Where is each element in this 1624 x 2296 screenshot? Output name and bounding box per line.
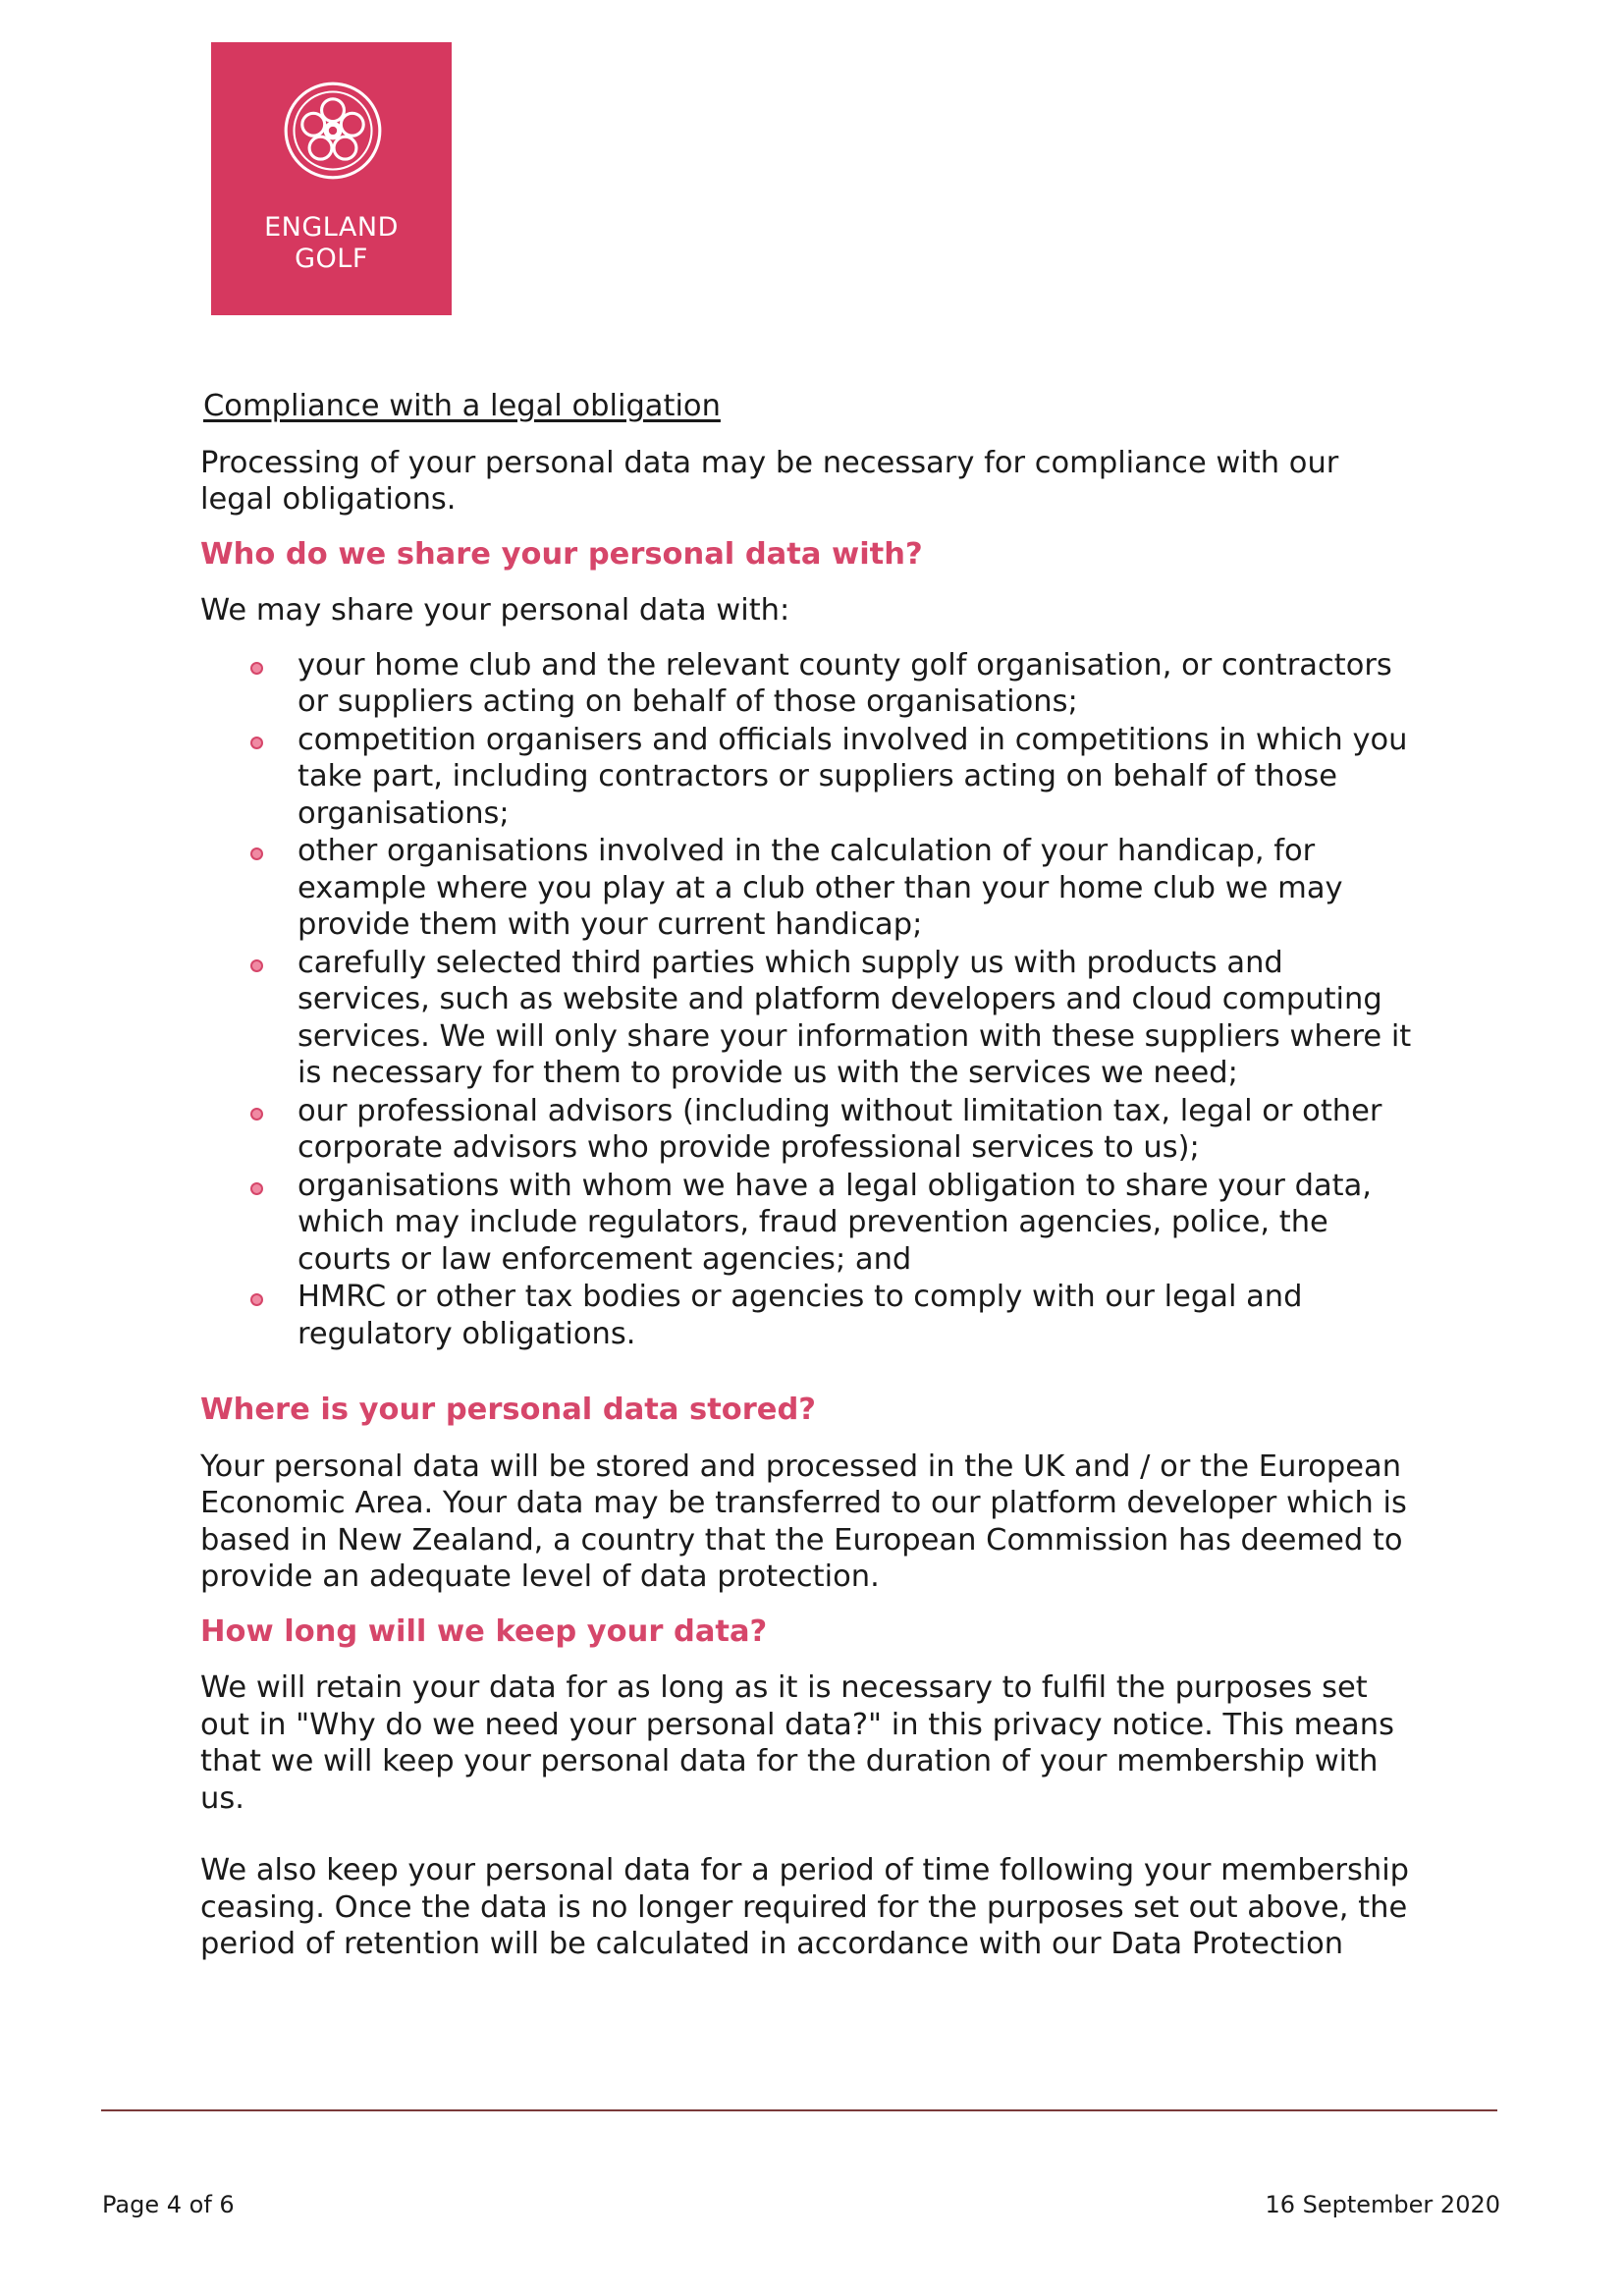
- list-item: other organisations involved in the calculation of your handicap, for example where you play at a club other than your home club we may provide them with your current handicap;: [200, 833, 1418, 944]
- document-body: [200, 388, 1418, 1981]
- logo-text-england: ENGLAND: [264, 212, 399, 243]
- stored-heading: Where is your personal data stored?: [200, 1393, 816, 1427]
- list-item: competition organisers and officials involved in competitions in which you take part, including contractors or suppliers acting on behalf of those organisations;: [200, 722, 1418, 833]
- keep-paragraph-1: We will retain your data for as long as it is necessary to fulfil the purposes set out in "Why do we need your personal data?" in this privacy notice. This means that we will keep your personal data for the duration of your membership with us.: [200, 1670, 1394, 1816]
- logo-text-golf: GOLF: [295, 244, 368, 274]
- list-item: your home club and the relevant county golf organisation, or contractors or suppliers acting on behalf of those organisations;: [200, 647, 1418, 721]
- england-golf-logo: [211, 42, 452, 315]
- footer-divider: [101, 2109, 1497, 2111]
- list-item: our professional advisors (including without limitation tax, legal or other corporate advisors who provide professional services to us);: [200, 1093, 1418, 1167]
- legal-obligation-paragraph: Processing of your personal data may be necessary for compliance with our legal obligations.: [200, 445, 1339, 517]
- list-item: organisations with whom we have a legal obligation to share your data, which may include regulators, fraud prevention agencies, police, the courts or law enforcement agencies; and: [200, 1168, 1418, 1279]
- legal-obligation-heading: Compliance with a legal obligation: [203, 389, 721, 423]
- rose-emblem-icon: [282, 80, 384, 182]
- list-item: carefully selected third parties which supply us with products and services, such as website and platform developers and cloud computing services. We will only share your information with these suppliers where it is necessary for them to provide us with the services we need;: [200, 945, 1418, 1092]
- document-date: 16 September 2020: [1265, 2191, 1500, 2218]
- share-intro: We may share your personal data with:: [200, 593, 790, 628]
- share-list: [200, 647, 1418, 1353]
- stored-paragraph: Your personal data will be stored and processed in the UK and / or the European Economic Area. Your data may be transferred to our platform developer which is based in New Zealand, a country that the European Commission has deemed to provide an adequate level of data protection.: [200, 1449, 1407, 1594]
- list-item: HMRC or other tax bodies or agencies to comply with our legal and regulatory obligations.: [200, 1279, 1418, 1352]
- keep-heading: How long will we keep your data?: [200, 1613, 768, 1649]
- page-number: Page 4 of 6: [102, 2191, 235, 2218]
- share-heading: Who do we share your personal data with?: [200, 536, 923, 572]
- keep-paragraph-2: We also keep your personal data for a period of time following your membership ceasing. Once the data is no longer required for the purposes set out above, the period of retention will be calculated in accordance with our Data Protection: [200, 1853, 1410, 1961]
